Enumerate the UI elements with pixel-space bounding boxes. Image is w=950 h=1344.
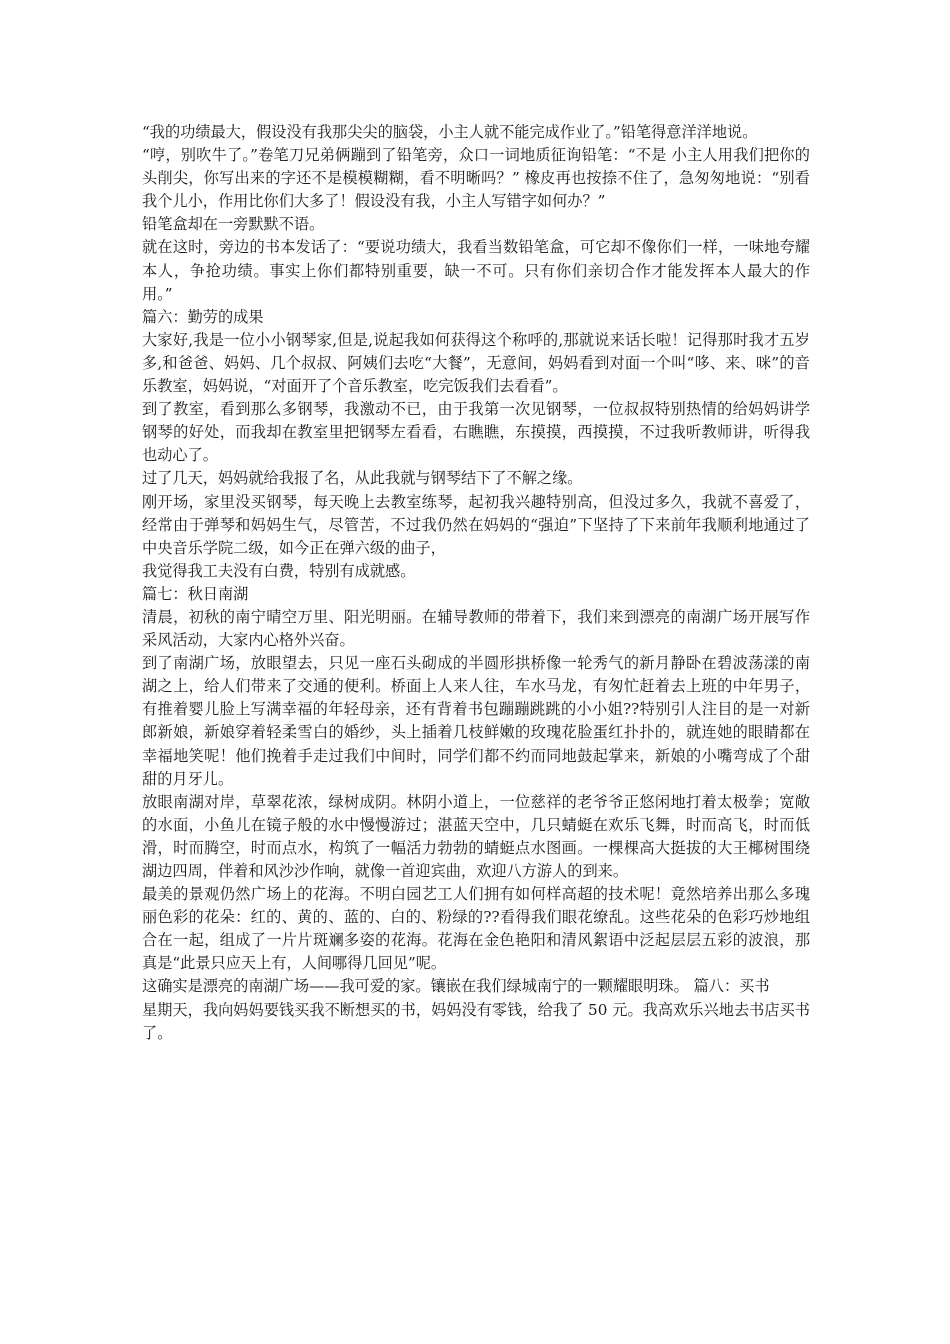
paragraph-piano-classroom: 到了教室，看到那么多钢琴，我激动不已，由于我第一次见钢琴，一位叔叔特别热情的给妈妈讲学钢琴的好处，而我却在教室里把钢琴左看看，右瞧瞧，东摸摸，西摸摸，不过我听教师讲，听得我也动心了。	[142, 400, 810, 465]
paragraph-nanhu-ending: 这确实是漂亮的南湖广场——我可爱的家。镶嵌在我们绿城南宁的一颗耀眼明珠。 篇八：买书	[142, 977, 770, 996]
paragraph-piano-intro: 大家好,我是一位小小钢琴家,但是,说起我如何获得这个称呼的,那就说来话长啦！记得那时我才五岁多,和爸爸、妈妈、几个叔叔、阿姨们去吃“大餐”，无意间，妈妈看到对面一个叫“哆、来、咪”的音乐教室，妈妈说，“对面开了个音乐教室，吃完饭我们去看看”。	[142, 330, 810, 396]
paragraph-nanhu-morning: 清晨，初秋的南宁晴空万里、阳光明丽。在辅导教师的带着下，我们来到漂亮的南湖广场开展写作采风活动，大家内心格外兴奋。	[142, 607, 810, 650]
paragraph-piano-achievement: 我觉得我工夫没有白费，特别有成就感。	[142, 561, 416, 580]
section-heading-6: 篇六：勤劳的成果	[142, 307, 264, 326]
paragraph-book-speaks: 就在这时，旁边的书本发话了：“要说功绩大，我看当数铅笔盒，可它却不像你们一样，一味地夸耀本人，争抢功绩。事实上你们都特别重要，缺一不可。只有你们亲切合作才能发挥本人最大的作用。”	[142, 238, 810, 303]
paragraph-piano-practice: 刚开场，家里没买钢琴，每天晚上去教室练琴，起初我兴趣特别高，但没过多久，我就不喜爱了，经常由于弹琴和妈妈生气，尽管苦，不过我仍然在妈妈的“强迫”下坚持了下来前年我顺利地通过了中央音乐学院二级，如今正在弹六级的曲子，	[142, 492, 810, 557]
paragraph-buy-book: 星期天，我向妈妈要钱买我不断想买的书，妈妈没有零钱，给我了 50 元。我高欢乐兴地去书店买书了。	[142, 1000, 810, 1042]
paragraph-piano-signup: 过了几天，妈妈就给我报了名，从此我就与钢琴结下了不解之缘。	[142, 469, 583, 488]
document-page	[142, 121, 810, 1045]
paragraph-pencil-boast: “我的功绩最大，假设没有我那尖尖的脑袋，小主人就不能完成作业了。”铅笔得意洋洋地说。	[142, 123, 758, 141]
paragraph-pencil-case-silent: 铅笔盒却在一旁默默不语。	[142, 215, 325, 234]
paragraph-nanhu-shore: 放眼南湖对岸，草翠花浓，绿树成阴。林阴小道上，一位慈祥的老爷爷正悠闲地打着太极拳；宽敞的水面，小鱼儿在镜子般的水中慢慢游过；湛蓝天空中，几只蜻蜓在欢乐飞舞，时而高飞，时而低滑，时而腾空，时而点水，构筑了一幅活力勃勃的蜻蜓点水图画。一棵棵高大挺拔的大王椰树围绕湖边四周，伴着和风沙沙作响，就像一首迎宾曲，欢迎八方游人的到来。	[142, 792, 810, 880]
paragraph-sharpener-eraser: “哼，别吹牛了。”卷笔刀兄弟俩蹦到了铅笔旁，众口一词地质征询铅笔：“不是 小主人用我们把你的头削尖，你写出来的字还不是模模糊糊，看不明晰吗？” 橡皮再也按捺不住了，急匆匆地说：“别看我个儿小，作用比你们大多了！假设没有我，小主人写错字如何办？”	[142, 146, 810, 211]
section-heading-7: 篇七：秋日南湖	[142, 584, 249, 603]
paragraph-nanhu-bridge: 到了南湖广场，放眼望去，只见一座石头砌成的半圆形拱桥像一轮秀气的新月静卧在碧波荡漾的南湖之上，给人们带来了交通的便利。桥面上人来人往，车水马龙，有匆忙赶着去上班的中年男子，有推着婴儿脸上写满幸福的年轻母亲，还有背着书包蹦蹦跳跳的小小姐??特别引人注目的是一对新郎新娘，新娘穿着轻柔雪白的婚纱，头上插着几枝鲜嫩的玫瑰花脸蛋红扑扑的，就连她的眼睛都在幸福地笑呢！他们挽着手走过我们中间时，同学们都不约而同地鼓起掌来，新娘的小嘴弯成了个甜甜的月牙儿。	[142, 654, 810, 788]
paragraph-nanhu-flowers: 最美的景观仍然广场上的花海。不明白园艺工人们拥有如何样高超的技术呢！竟然培养出那么多瑰丽色彩的花朵：红的、黄的、蓝的、白的、粉绿的??看得我们眼花缭乱。这些花朵的色彩巧炒地组合在一起，组成了一片片斑斓多姿的花海。花海在金色艳阳和清风絮语中泛起层层五彩的波浪，那真是“此景只应天上有，人间哪得几回见”呢。	[142, 885, 810, 973]
